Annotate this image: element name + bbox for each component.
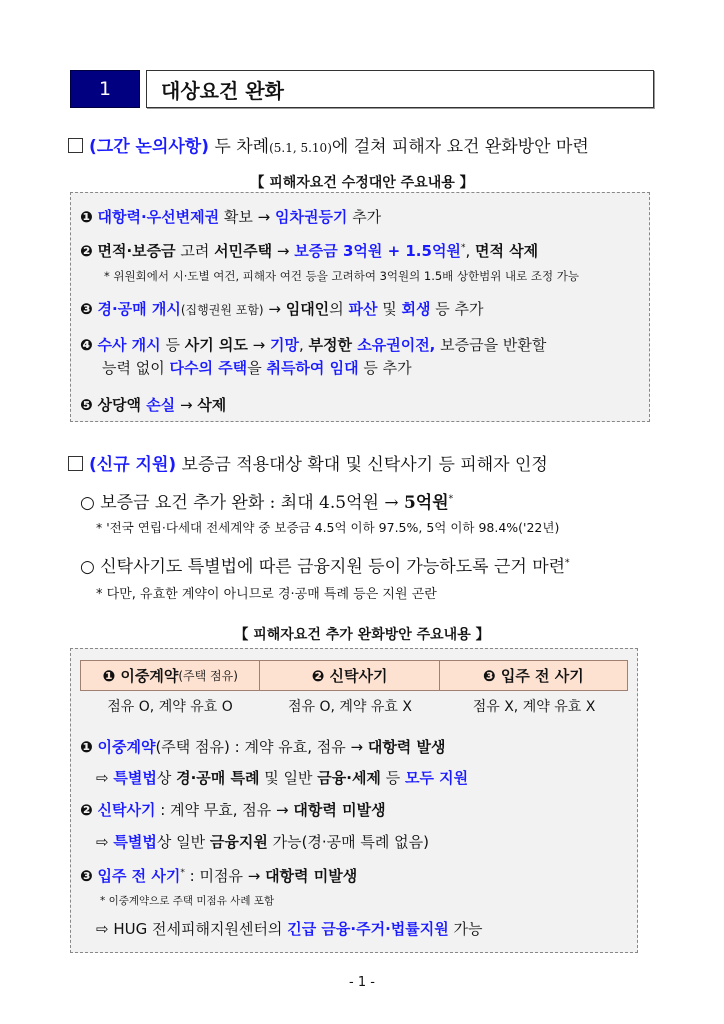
box2-detail-1: ❶ 이중계약(주택 점유) : 계약 유효, 점유 → 대항력 발생 <box>80 738 446 756</box>
box1-item-3: ❸ 경·공매 개시(집행권원 포함) → 임대인의 파산 및 회생 등 추가 <box>80 300 484 318</box>
section-number: 1 <box>70 70 140 108</box>
table-cell: 점유 O, 계약 유효 O <box>107 699 233 715</box>
checkbox-square-icon <box>68 456 83 471</box>
box1-item-1: ❶ 대항력·우선변제권 확보 → 임차권등기 추가 <box>80 208 382 226</box>
arrow-right-icon: ⇨ <box>96 769 109 787</box>
bullet-deposit: ○ 보증금 요건 추가 완화 : 최대 4.5억원 → 5억원* <box>80 493 454 513</box>
box2-detail-2-sub: ⇨ 특별법상 일반 금융지원 가능(경·공매 특례 없음) <box>96 833 430 851</box>
arrow-right-icon: ⇨ <box>96 833 109 851</box>
para-discussion: (그간 논의사항) 두 차례(5.1, 5.10)에 걸쳐 피해자 요건 완화방안 마련 <box>68 132 589 157</box>
box1-item-4: ❹ 수사 개시 등 사기 의도 → 기망, 부정한 소유권이전, 보증금을 반환할 <box>80 336 547 354</box>
box2-detail-1-sub: ⇨ 특별법상 경·공매 특례 및 일반 금융·세제 등 모두 지원 <box>96 769 469 787</box>
table-cell: 점유 X, 계약 유효 X <box>472 699 596 715</box>
bullet-trust-note: * 다만, 유효한 계약이 아니므로 경·공매 특례 등은 지원 곤란 <box>96 587 437 602</box>
bullet-trust: ○ 신탁사기도 특별법에 따른 금융지원 등이 가능하도록 근거 마련* <box>80 557 570 577</box>
box1-item-2: ❷ 면적·보증금 고려 서민주택 → 보증금 3억원 + 1.5억원*, 면적 삭제 <box>80 242 539 260</box>
arrow-right-icon: ⇨ <box>96 920 109 938</box>
section-title: 대상요건 완화 <box>146 70 654 108</box>
box1-title: 【 피해자요건 수정대안 주요내용 】 <box>250 175 474 191</box>
checkbox-square-icon <box>68 138 83 153</box>
box1-item-4-line2: 능력 없이 다수의 주택을 취득하여 임대 등 추가 <box>102 359 412 377</box>
table-header-double-contract: ❶ 이중계약 (주택 점유) <box>81 661 260 690</box>
box2-detail-3-note: * 이중계약으로 주택 미점유 사례 포함 <box>100 895 275 907</box>
box2-detail-3-sub: ⇨ HUG 전세피해지원센터의 긴급 금융·주거·법률지원 가능 <box>96 920 483 938</box>
box1-item-5: ❺ 상당액 손실 → 삭제 <box>80 396 227 414</box>
box2-detail-2: ❷ 신탁사기 : 계약 무효, 점유 → 대항력 미발생 <box>80 801 386 819</box>
table-header-row <box>80 660 628 691</box>
para-new-support: (신규 지원) 보증금 적용대상 확대 및 신탁사기 등 피해자 인정 <box>68 450 548 475</box>
page-number: - 1 - <box>349 975 375 990</box>
table-row <box>80 691 628 721</box>
table-header-trust-fraud: ❷ 신탁사기 <box>260 661 439 690</box>
table-header-pre-move-in: ❸ 입주 전 사기 <box>482 667 584 685</box>
box2-title: 【 피해자요건 추가 완화방안 주요내용 】 <box>234 627 490 643</box>
box1-item-2-note: * 위원회에서 시·도별 여건, 피해자 여건 등을 고려하여 3억원의 1.5배 상한범위 내로 조정 가능 <box>104 269 579 283</box>
fraud-type-table <box>80 660 628 721</box>
box2-detail-3: ❸ 입주 전 사기* : 미점유 → 대항력 미발생 <box>80 867 358 885</box>
table-cell: 점유 O, 계약 유효 X <box>287 699 412 715</box>
bullet-deposit-note: * '전국 연립·다세대 전세계약 중 보증금 4.5억 이하 97.5%, 5억 이하 98.4%('22년) <box>96 520 560 535</box>
